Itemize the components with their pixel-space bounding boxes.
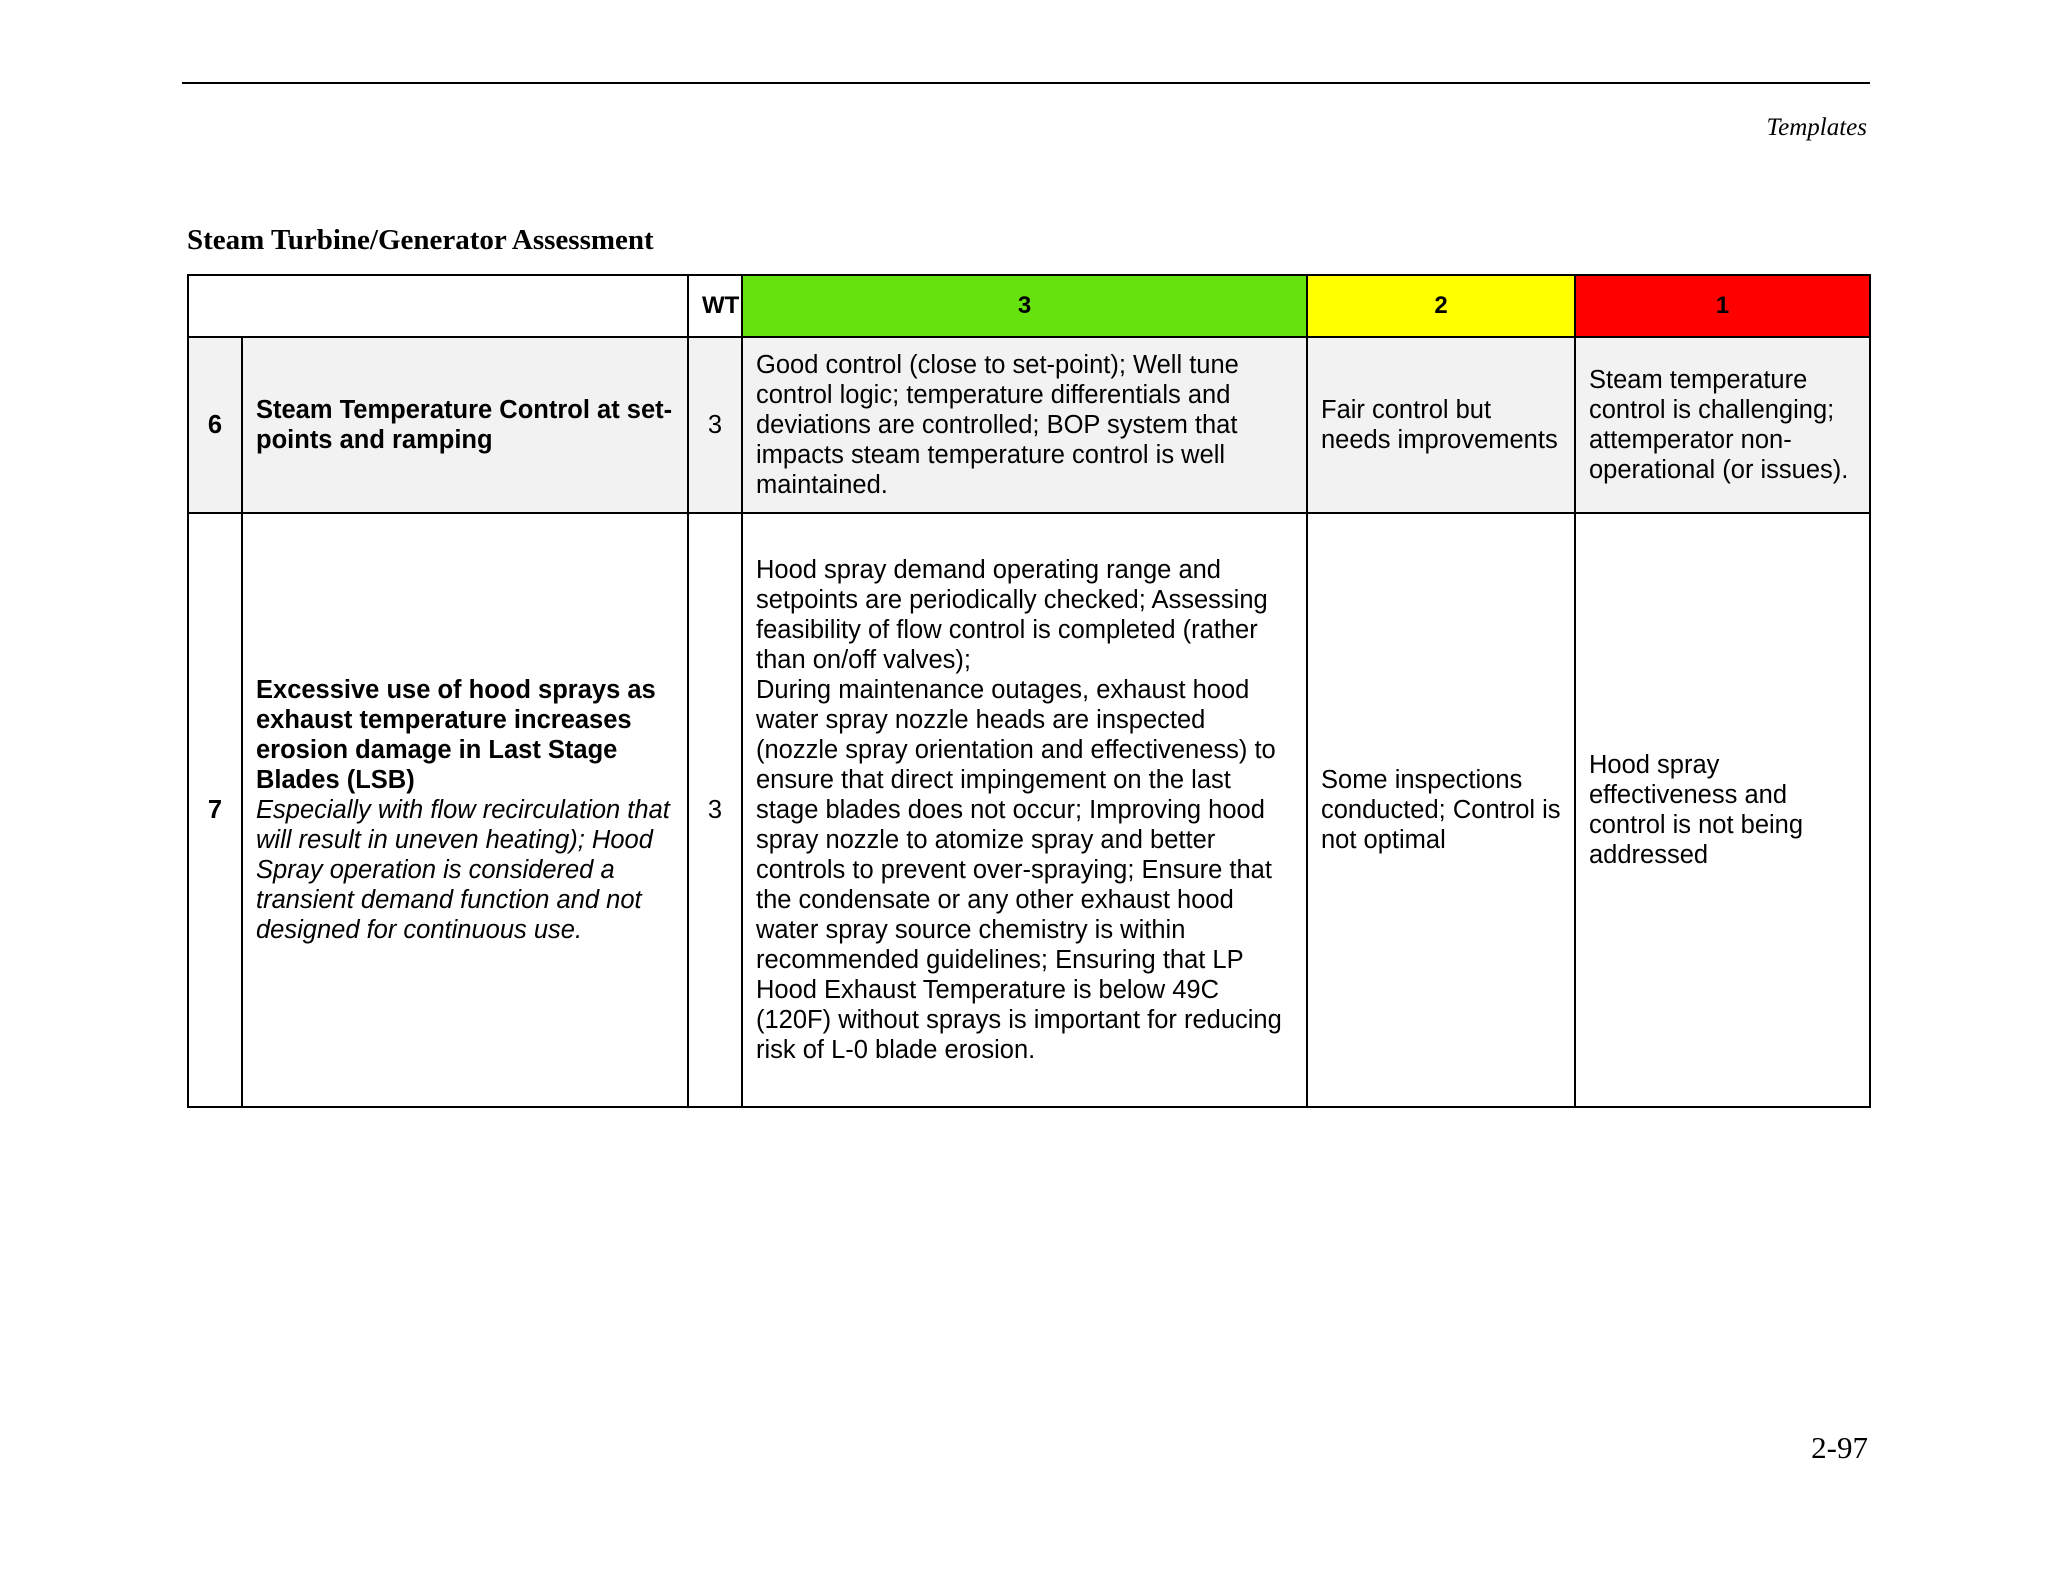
row-score-3-text: Good control (close to set-point); Well tune control logic; temperature differentials and deviations are controlled; BOP system that impacts steam temperature control is well maintained. [742, 337, 1307, 513]
row-title-cell [242, 513, 688, 1107]
top-rule [182, 82, 1870, 84]
table-row [188, 513, 1870, 1107]
row-score-1-text: Steam temperature control is challenging; attemperator non-operational (or issues). [1575, 337, 1870, 513]
row-weight: 3 [688, 337, 742, 513]
page-number: 2-97 [1811, 1430, 1868, 1465]
section-title: Steam Turbine/Generator Assessment [187, 224, 654, 256]
row-score-2-text: Some inspections conducted; Control is not optimal [1307, 513, 1575, 1107]
row-score-3-text-part2: During maintenance outages, exhaust hood water spray nozzle heads are inspected (nozzle spray orientation and effectiveness) to ensure that direct impingement on the last stage blades does not occur; Improving hood spray nozzle to atomize spray and better controls to prevent over-spraying; Ensure that the condensate or any other exhaust hood water spray source chemistry is within recommended guidelines; Ensuring that LP Hood Exhaust Temperature is below 49C (120F) without sprays is important for reducing risk of L-0 blade erosion. [756, 676, 1282, 1064]
assessment-table [187, 274, 1871, 1108]
table-header-row [188, 275, 1870, 337]
header-score-2: 2 [1307, 275, 1575, 337]
row-weight: 3 [688, 513, 742, 1107]
header-wt: WT [688, 275, 742, 337]
running-header: Templates [1766, 114, 1867, 141]
row-score-3-cell [742, 513, 1307, 1107]
header-score-3: 3 [742, 275, 1307, 337]
row-title-cell [242, 337, 688, 513]
row-note: Especially with flow recirculation that will result in uneven heating); Hood Spray operation is considered a transient demand function and not designed for continuous use. [256, 796, 670, 944]
row-score-1-text: Hood spray effectiveness and control is not being addressed [1575, 513, 1870, 1107]
table-row [188, 337, 1870, 513]
row-score-2-text: Fair control but needs improvements [1307, 337, 1575, 513]
row-title: Excessive use of hood sprays as exhaust temperature increases erosion damage in Last Stage Blades (LSB) [256, 676, 656, 794]
row-number: 7 [188, 513, 242, 1107]
row-number: 6 [188, 337, 242, 513]
header-score-1: 1 [1575, 275, 1870, 337]
header-blank-cell [188, 275, 688, 337]
row-title: Steam Temperature Control at set-points and ramping [256, 396, 673, 454]
row-score-3-text-part1: Hood spray demand operating range and setpoints are periodically checked; Assessing feasibility of flow control is completed (rather than on/off valves); [756, 556, 1268, 674]
